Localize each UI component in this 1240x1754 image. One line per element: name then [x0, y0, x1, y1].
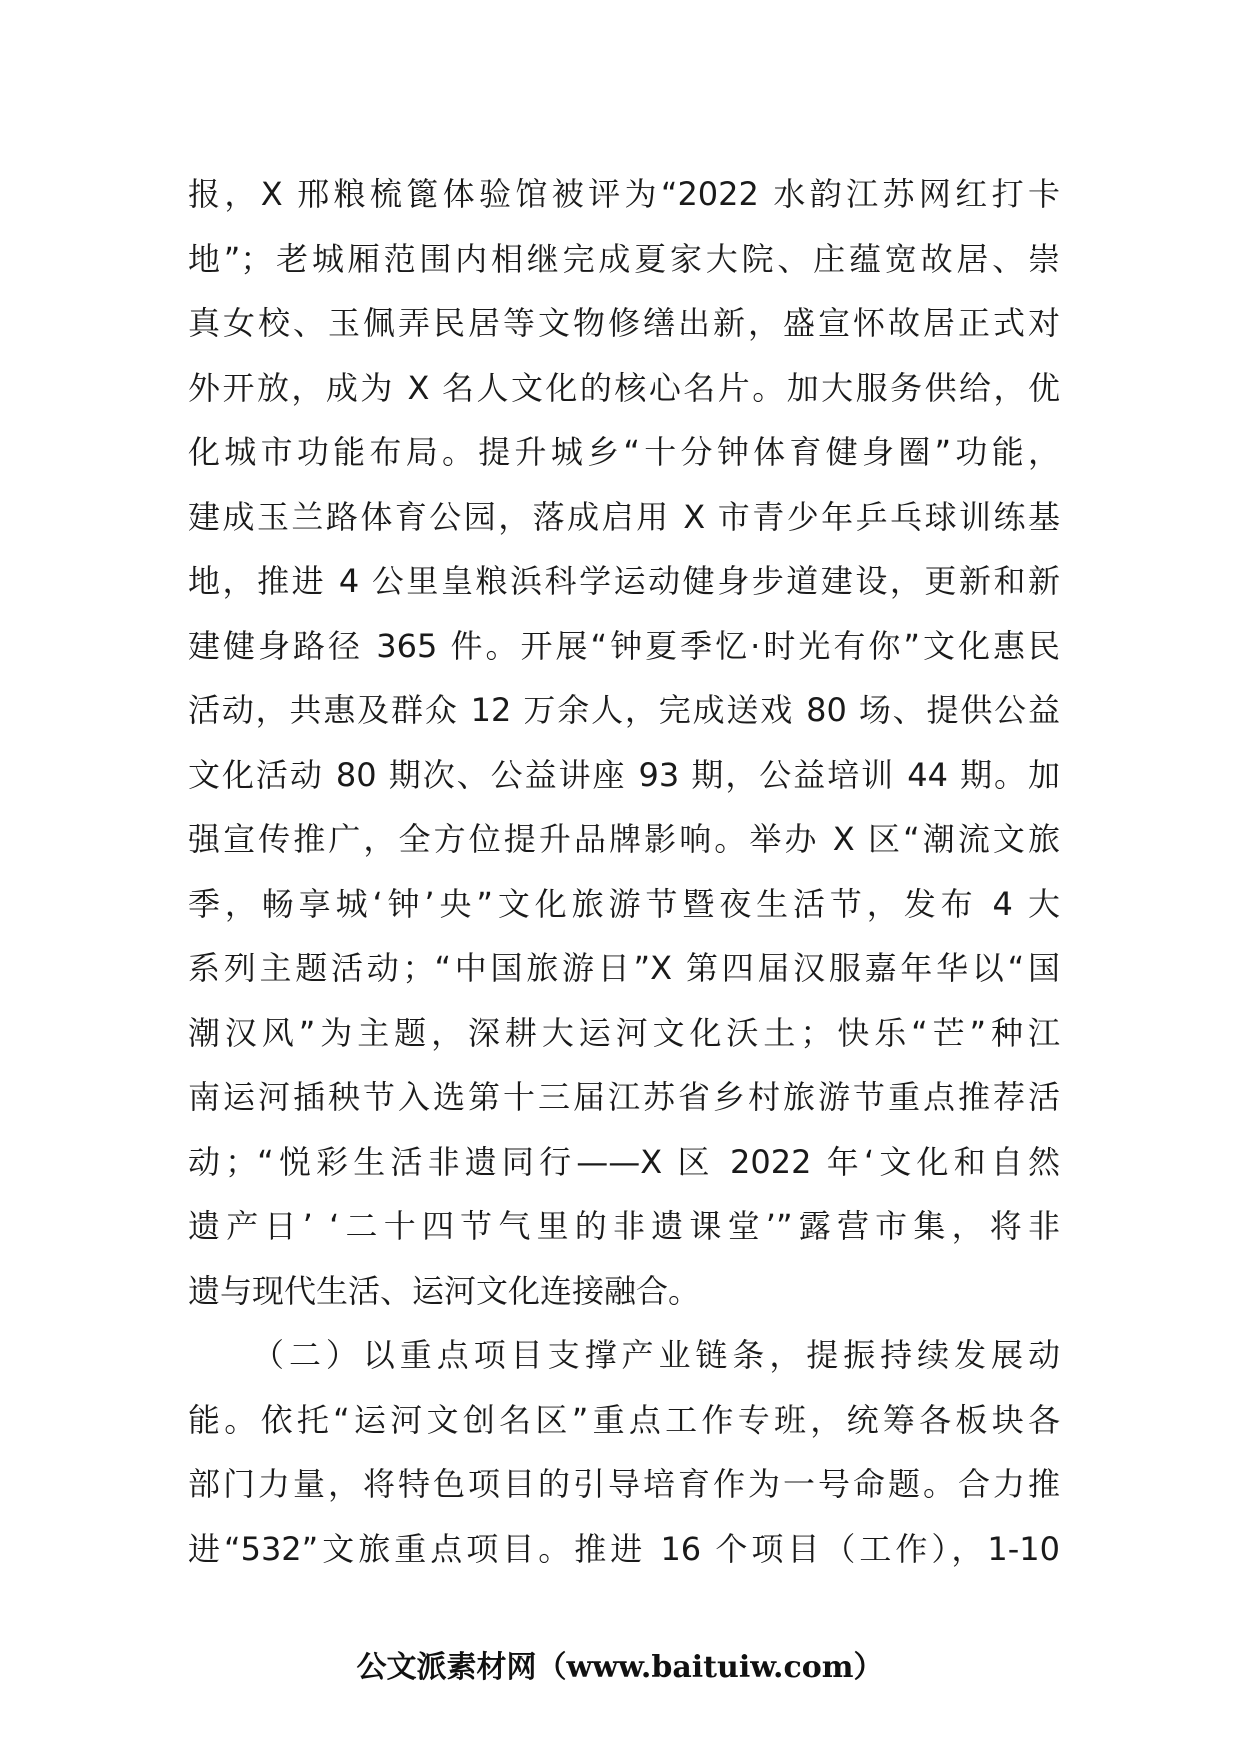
section-heading-line: （二）以重点项目支撑产业链条，提振持续发展动: [252, 1336, 1060, 1374]
text-line: 能。依托“运河文创名区”重点工作专班，统筹各板块各: [188, 1400, 1060, 1439]
text-line: 建健身路径 365 件。开展“钟夏季忆·时光有你”文化惠民: [188, 626, 1060, 665]
text-line: 文化活动 80 期次、公益讲座 93 期，公益培训 44 期。加: [188, 755, 1060, 794]
text-line: 南运河插秧节入选第十三届江苏省乡村旅游节重点推荐活: [188, 1078, 1060, 1116]
text-line: 地”；老城厢范围内相继完成夏家大院、庄蕴宽故居、崇: [188, 239, 1060, 278]
text-line: 进“532”文旅重点项目。推进 16 个项目（工作），1-10: [188, 1529, 1060, 1568]
text-line: 活动，共惠及群众 12 万余人，完成送戏 80 场、提供公益: [188, 691, 1060, 729]
text-line: 建成玉兰路体育公园，落成启用 X 市青少年乒乓球训练基: [188, 497, 1060, 536]
text-line: 潮汉风”为主题，深耕大运河文化沃土；快乐“芒”种江: [188, 1013, 1060, 1052]
text-line: 报，X 邢粮梳篦体验馆被评为“2022 水韵江苏网红打卡: [188, 175, 1060, 213]
document-body: [188, 162, 1060, 1581]
text-line: 地，推进 4 公里皇粮浜科学运动健身步道建设，更新和新: [188, 562, 1060, 600]
text-line: 遗与现代生活、运河文化连接融合。: [188, 1271, 701, 1310]
text-line: 动；“悦彩生活非遗同行——X 区 2022 年‘文化和自然: [188, 1142, 1060, 1181]
text-line: 化城市功能布局。提升城乡“十分钟体育健身圈”功能，: [188, 433, 1060, 471]
text-line: 部门力量，将特色项目的引导培育作为一号命题。合力推: [188, 1465, 1060, 1503]
text-line: 外开放，成为 X 名人文化的核心名片。加大服务供给，优: [188, 368, 1060, 407]
site-footer-watermark: 公文派素材网（www.baituiw.com）: [356, 1650, 884, 1685]
text-line: 真女校、玉佩弄民居等文物修缮出新，盛宣怀故居正式对: [188, 304, 1060, 342]
text-line: 遗产日’ ‘二十四节气里的非遗课堂’”露营市集，将非: [188, 1207, 1060, 1245]
text-line: 季，畅享城‘钟’央”文化旅游节暨夜生活节，发布 4 大: [188, 884, 1060, 923]
text-line: 系列主题活动；“中国旅游日”X 第四届汉服嘉年华以“国: [188, 949, 1060, 987]
text-line: 强宣传推广，全方位提升品牌影响。举办 X 区“潮流文旅: [188, 820, 1060, 858]
